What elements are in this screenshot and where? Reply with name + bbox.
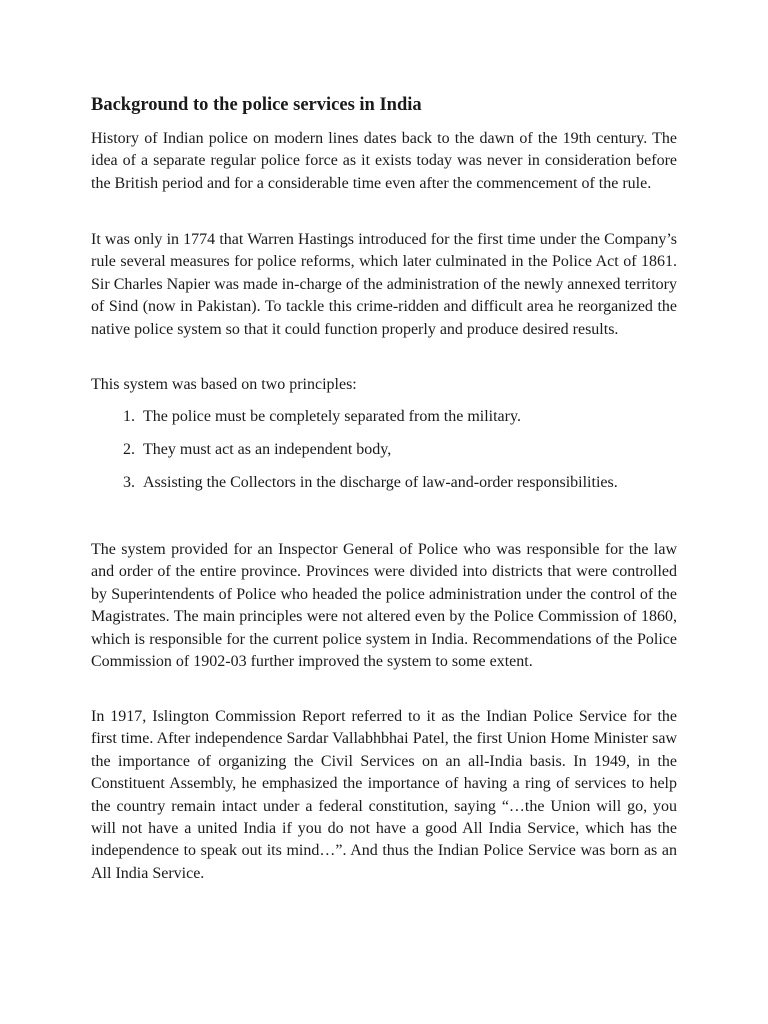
paragraph-principles-intro: This system was based on two principles: <box>91 376 357 393</box>
paragraph-islington-commission: In 1917, Islington Commission Report referred to it as the Indian Police Service for the first time. After independence Sardar Vallabhbhai Patel, the first Union Home Minister saw the importance of organizing the Civil Services on an all-India basis. In 1949, in the Constituent Assembly, he emphasized the importance of having a ring of services to help the country remain intact under a federal constitution, saying “…the Union will go, you will not have a united India if you do not have a good All India Service, which has the independence to speak out its mind…”. And thus the Indian Police Service was born as an All India Service. <box>91 708 677 882</box>
paragraph-warren-hastings: It was only in 1774 that Warren Hastings introduced for the first time under the Company’s rule several measures for police reforms, which later culminated in the Police Act of 1861. Sir Charles Napier was made in-charge of the administration of the newly annexed territory of Sind (now in Pakistan). To tackle this crime-ridden and difficult area he reorganized the native police system so that it could function properly and produce desired results. <box>91 231 677 338</box>
list-item-text: The police must be completely separated from the military. <box>143 408 521 425</box>
list-item-text: Assisting the Collectors in the discharge of law-and-order responsibilities. <box>143 474 618 491</box>
list-item-number: 1. <box>123 408 135 425</box>
page-title: Background to the police services in India <box>91 95 422 115</box>
list-item <box>91 439 677 461</box>
paragraph-inspector-general: The system provided for an Inspector General of Police who was responsible for the law and order of the entire province. Provinces were divided into districts that were controlled by Superintendents of Police who headed the police administration under the control of the Magistrates. The main principles were not altered even by the Police Commission of 1860, which is responsible for the current police system in India. Recommendations of the Police Commission of 1902-03 further improved the system to some extent. <box>91 541 677 671</box>
list-item-number: 2. <box>123 441 135 458</box>
list-item-number: 3. <box>123 474 135 491</box>
list-item <box>91 472 677 494</box>
list-item <box>91 406 677 428</box>
list-item-text: They must act as an independent body, <box>143 441 392 458</box>
paragraph-history: History of Indian police on modern lines dates back to the dawn of the 19th century. The idea of a separate regular police force as it exists today was never in consideration before the British period and for a considerable time even after the commencement of the rule. <box>91 130 677 192</box>
